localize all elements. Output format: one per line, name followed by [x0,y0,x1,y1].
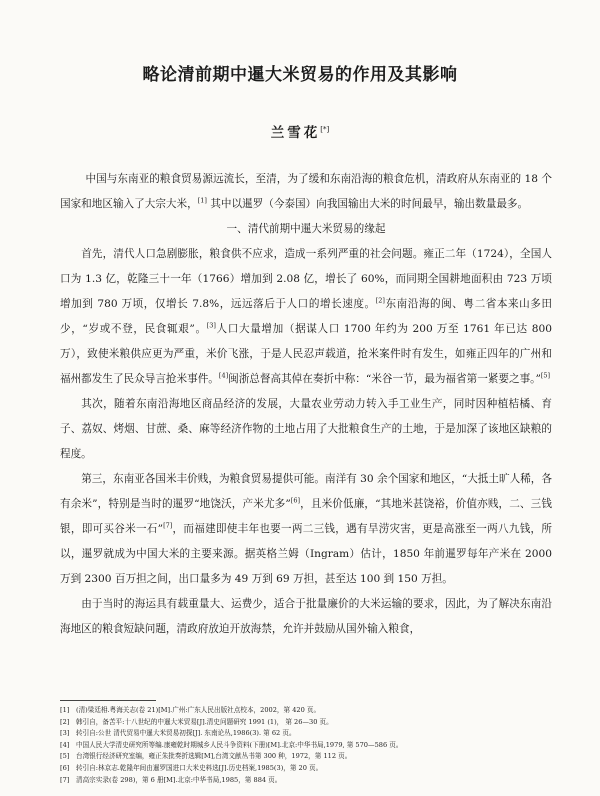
paragraph-economy: 其次，随着东南沿海地区商品经济的发展，大量农业劳动力转入手工业生产，同时因种植桔橘、育子、荔奴、烤烟、甘蔗、桑、麻等经济作物的土地占用了大批粮食生产的土地，于是加深了该地区缺粮的程度。 [60,398,552,460]
footnote-number: [6] [60,763,70,772]
paper-title: 略论清前期中暹大米贸易的作用及其影响 [142,65,458,85]
footnote-number: [2] [60,717,70,726]
footnote-item [60,728,552,740]
paragraph-population [60,242,552,392]
footnote-text: 转引自:公世 清代贸易中暹大米贸易初探[J]. 东南论丛,1986(3). 第 62 页。 [76,729,296,738]
intro-text-after: 其中以暹罗（今泰国）向我国输出大米的时间最早，输出数量最多。 [210,198,529,210]
paragraph-text: 东南沿海的闽、粤二省本来山多田少，“岁或不登，民食辄艰”。 [60,298,553,335]
footnote-ref: [4] [218,371,229,380]
footnote-item [60,763,552,775]
paragraph-rice-price [60,467,552,592]
footnote-number: [4] [60,740,70,749]
author-line [0,121,600,141]
footnote-text: 转引自:林京志.乾隆年间由暹罗国进口大米史料选[J].历史档案,1985(3)，第 20 页。 [76,763,323,772]
footnote-text: 中国人民大学清史研究所等编.康雍乾时期城乡人民斗争资料(下册)[M].北京:中华书局,1979, 第 570—586 页。 [76,740,403,749]
author-note-ref: [*] [320,125,330,134]
footnote-number: [1] [60,706,70,714]
author-name: 兰雪花 [270,125,321,141]
footnotes [60,705,552,786]
footnote-ref: [7] [163,521,173,530]
body-text [60,167,552,642]
paragraph-maritime-transport: 由于当时的海运具有载重量大、运费少，适合于批量廉价的大米运输的要求，因此，为了解决东南沿海地区的粮食短缺问题，清政府放迫开放海禁，允许并鼓励从国外输入粮食， [60,598,552,635]
section-heading: 一、清代前期中暹大米贸易的缘起 [226,223,386,235]
paragraph-text: ，而福建即使丰年也要一两二三钱，遇有旱涝灾害，更是高涨至一两八九钱，所以，暹罗就成为中国大米的主要来源。据英格兰姆（Ingram）估计，1850 年前暹罗每年产米在 2000 万到 2300 百万担之间，出口量多为 49 万到 69 万担，甚至达 100 到 150 万担。 [60,523,552,585]
footnote-number: [5] [60,752,70,761]
footnote-item [60,717,552,729]
paragraph-text: ，且米价低廉，“其地米甚饶裕，价值亦贱，二、三钱银，即可买谷米一石” [60,498,552,535]
intro-text: 中国与东南亚的粮食贸易源远流长，至清，为了缓和东南沿海的粮食危机，清政府从东南亚的 18 个国家和地区输入了大宗大米， [60,173,552,210]
footnote-divider [60,700,156,701]
footnote-ref: [5] [540,371,551,380]
paragraph-text: 第三，东南亚各国米丰价贱，为粮食贸易提供可能。南洋有 30 余个国家和地区，“大抵土旷人稀，各有余米”，特别是当时的暹罗“地饶沃，产米尤多” [60,473,552,510]
footnote-ref: [1] [197,196,207,205]
footnote-text: (清)梁廷枏.粤海关志(卷 21)[M].广州:广东人民出版社点校本，2002，第 420 页。 [76,706,321,714]
footnote-text: 台湾银行经济研究室编，雍正朱批奏折选辑[M],台湾文献丛书第 300 种，1972，第 112 页。 [76,752,352,761]
footnote-text: 韩引自，备苦平:十八世纪的中暹大米贸易[J].清史问题研究 1991 (1)， 第 26—30 页。 [76,717,333,726]
footnote-ref: [2] [375,296,385,305]
paragraph-text: 人口大量增加（据谋人口 1700 年约为 200 万至 1761 年已达 800 万），致使米粮供应更为严重，米价飞涨，于是人民忍声载道，抢米案件时有发生，如雍正四年的广州和福州都发生了民众导言抢米事件。 [60,323,552,385]
footnote-item [60,740,552,752]
footnote-number: [7] [60,775,70,784]
paragraph-text: 首先，清代人口急剧膨胀，粮食供不应求，造成一系列严重的社会问题。雍正二年（1724），全国人口为 1.3 亿，乾隆三十一年（1766）增加到 2.08 亿，增长了 60%，而同期全国耕地面积由 723 万顷增加到 780 万顷，仅增长 7.8%，远远落后于人口的增长速度。 [60,248,552,310]
footnote-item [60,751,552,763]
footnote-item [60,775,552,787]
paragraph-text: 闽浙总督高其倬在奏折中称：“米谷一节，最为福省第一紧要之事。” [228,373,541,385]
footnote-text: 清高宗实录(卷 298)，第 6 册[M].北京:中华书局,1985，第 884 页。 [76,775,282,784]
footnote-ref: [3] [206,321,216,330]
intro-paragraph [60,167,552,217]
footnote-number: [3] [60,729,70,738]
footnote-item [60,705,552,717]
footnote-ref: [6] [290,496,301,505]
